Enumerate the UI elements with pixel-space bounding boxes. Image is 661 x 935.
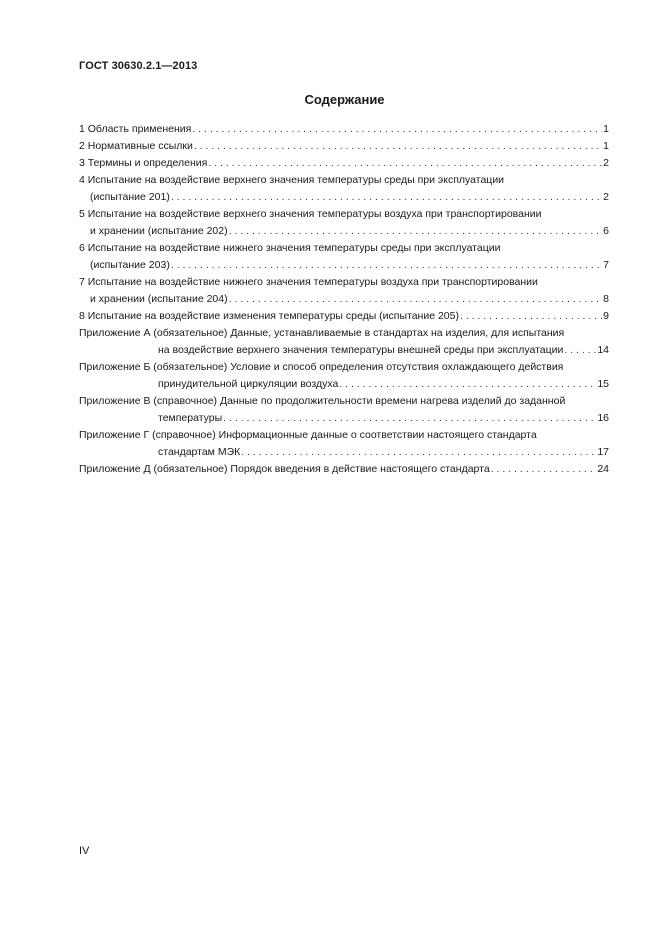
toc-page-number: 9 (603, 310, 609, 322)
dot-leader (229, 223, 603, 240)
page-number: IV (79, 845, 90, 857)
toc-entry-text: 6 Испытание на воздействие нижнего значения температуры среды при эксплуатации (79, 242, 501, 254)
toc-page-number: 16 (597, 412, 609, 424)
toc-entry[interactable] (79, 393, 609, 427)
dot-leader (241, 444, 596, 461)
toc-entry-text: принудительной циркуляции воздуха (158, 378, 339, 390)
toc-entry[interactable] (79, 461, 609, 478)
toc-entry-text: Приложение Д (обязательное) Порядок введения в действие настоящего стандарта (79, 463, 490, 475)
toc-page-number: 1 (603, 123, 609, 135)
toc-entry[interactable] (79, 172, 609, 206)
dot-leader (460, 308, 602, 325)
dot-leader (171, 257, 602, 274)
toc-page-number: 6 (603, 225, 609, 237)
toc-entry[interactable] (79, 138, 609, 155)
dot-leader (491, 461, 597, 478)
toc-entry[interactable] (79, 308, 609, 325)
toc-entry-text: температуры (158, 412, 223, 424)
document-header: ГОСТ 30630.2.1—2013 (79, 60, 198, 72)
dot-leader (564, 342, 596, 359)
toc-entry-text: и хранении (испытание 204) (90, 293, 228, 305)
toc-page-number: 7 (603, 259, 609, 271)
toc-page-number: 17 (597, 446, 609, 458)
toc-entry-text: 1 Область применения (79, 123, 192, 135)
toc-entry[interactable] (79, 240, 609, 274)
toc-entry[interactable] (79, 155, 609, 172)
toc-entry[interactable] (79, 325, 609, 359)
toc-entry-text: (испытание 201) (90, 191, 170, 203)
toc-entry-text: 8 Испытание на воздействие изменения температуры среды (испытание 205) (79, 310, 459, 322)
toc-entry[interactable] (79, 359, 609, 393)
dot-leader (208, 155, 602, 172)
toc-entry-text: Приложение В (справочное) Данные по продолжительности времени нагрева изделий до заданной (79, 395, 566, 407)
dot-leader (171, 189, 602, 206)
toc-page-number: 2 (603, 191, 609, 203)
toc-page-number: 8 (603, 293, 609, 305)
dot-leader (194, 138, 602, 155)
dot-leader (192, 121, 602, 138)
toc-entry-text: Приложение Б (обязательное) Условие и способ определения отсутствия охлаждающего действия (79, 361, 564, 373)
toc-page-number: 15 (597, 378, 609, 390)
page-title: Содержание (304, 92, 385, 107)
toc-entry[interactable] (79, 427, 609, 461)
toc-page-number: 24 (597, 463, 609, 475)
table-of-contents (79, 121, 609, 478)
toc-entry-text: Приложение Г (справочное) Информационные данные о соответствии настоящего стандарта (79, 429, 537, 441)
toc-entry-text: (испытание 203) (90, 259, 170, 271)
toc-entry-text: 3 Термины и определения (79, 157, 208, 169)
dot-leader (339, 376, 596, 393)
toc-page-number: 2 (603, 157, 609, 169)
toc-entry-text: Приложение А (обязательное) Данные, устанавливаемые в стандартах на изделия, для испытания (79, 327, 565, 339)
toc-entry[interactable] (79, 121, 609, 138)
toc-entry-text: 7 Испытание на воздействие нижнего значения температуры воздуха при транспортировании (79, 276, 538, 288)
toc-entry-text: на воздействие верхнего значения температуры внешней среды при эксплуатации (158, 344, 564, 356)
toc-entry-text: и хранении (испытание 202) (90, 225, 228, 237)
toc-entry-text: стандартам МЭК (158, 446, 241, 458)
toc-entry[interactable] (79, 274, 609, 308)
toc-page-number: 14 (597, 344, 609, 356)
toc-page-number: 1 (603, 140, 609, 152)
dot-leader (223, 410, 596, 427)
dot-leader (229, 291, 603, 308)
toc-entry-text: 4 Испытание на воздействие верхнего значения температуры среды при эксплуатации (79, 174, 505, 186)
toc-entry-text: 5 Испытание на воздействие верхнего значения температуры воздуха при транспортировании (79, 208, 542, 220)
toc-entry[interactable] (79, 206, 609, 240)
toc-entry-text: 2 Нормативные ссылки (79, 140, 193, 152)
